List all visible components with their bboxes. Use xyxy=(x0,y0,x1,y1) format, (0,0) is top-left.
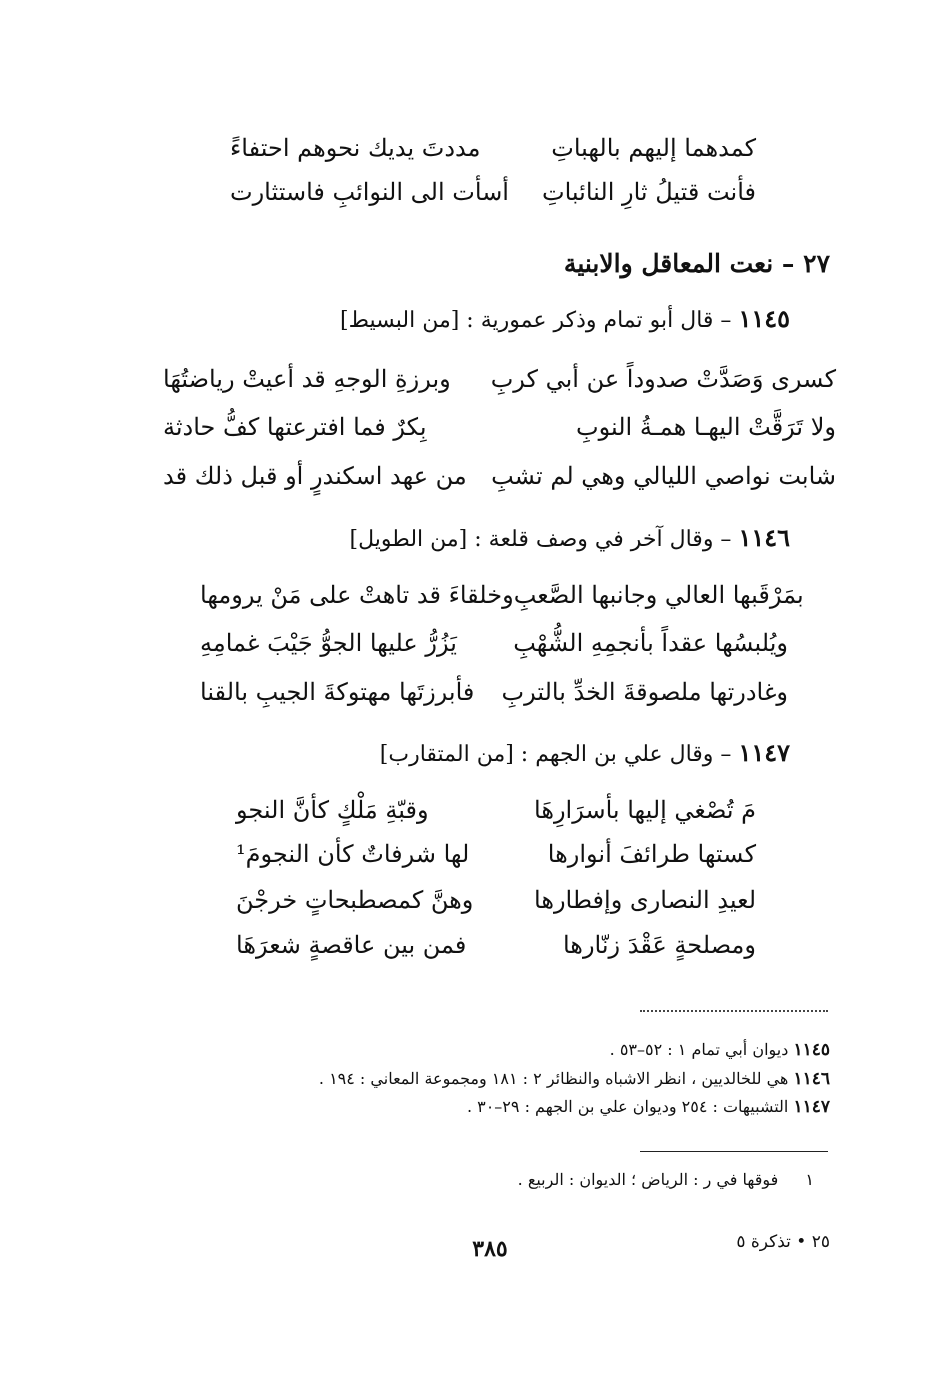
first-hemistich: وبرزةِ الوجهِ قد أعيتْ رياضتُهَا xyxy=(163,365,451,393)
entry-intro-text: – وقال آخر في وصف قلعة : [من الطويل] xyxy=(349,527,732,552)
footnote xyxy=(518,1170,814,1189)
first-hemistich: يَزُرُّ عليها الجوُّ جَيْبَ غمامِهِ xyxy=(200,629,457,657)
first-hemistich: لها شرفاتٌ كأن النجومَ¹ xyxy=(236,840,470,868)
footnote-text: فوقها في ر : الرياض ؛ الديوان : الربيع . xyxy=(517,1170,779,1189)
verse-line xyxy=(200,675,788,709)
first-hemistich: وخلقاءَ قد تاهتْ على مَنْ يرومها xyxy=(200,581,514,609)
verse-line xyxy=(236,837,756,871)
first-hemistich: وقبّةِ مَلْكٍ كأنَّ النجو xyxy=(236,796,429,824)
section-title: نعت المعاقل والابنية xyxy=(563,249,774,278)
entry-intro xyxy=(380,738,790,767)
second-hemistich: كسرى وَصَدَّتْ صدوداً عن أبي كربِ xyxy=(490,365,836,393)
verse-line xyxy=(200,578,804,612)
entry-intro-text: – وقال علي بن الجهم : [من المتقارب] xyxy=(379,742,732,767)
first-hemistich: وهنَّ كمصطبحاتٍ خرجْنَ xyxy=(236,886,474,914)
entry-intro-text: – قال أبو تمام وذكر عمورية : [من البسيط] xyxy=(340,308,732,333)
footnote-number: ١ xyxy=(805,1170,814,1189)
section-number: ٢٧ xyxy=(803,249,830,278)
section-dash: – xyxy=(781,249,795,278)
verse-line xyxy=(163,362,836,396)
source-note xyxy=(467,1097,830,1117)
entry-number: ١١٤٥ xyxy=(738,304,790,333)
second-hemistich: ويُلبسُها عقداً بأنجمِهِ الشُّهْبِ xyxy=(513,629,788,657)
dotted-divider xyxy=(640,1010,828,1012)
entry-number: ١١٤٦ xyxy=(738,523,790,552)
section-heading xyxy=(564,249,830,278)
verse-line xyxy=(200,626,788,660)
entry-number: ١١٤٧ xyxy=(738,738,790,767)
source-text: هي للخالديين ، انظر الاشباه والنظائر ٢ : ١٨١ ومجموعة المعاني : ١٩٤ . xyxy=(318,1069,789,1088)
verse-line xyxy=(236,793,756,827)
source-note xyxy=(319,1069,830,1089)
second-hemistich: وغادرتها ملصوقةَ الخدِّ بالتربِ xyxy=(501,678,788,706)
second-hemistich: مَ تُصْغي إليها بأسرَارِهَا xyxy=(534,796,756,824)
first-hemistich: أسأت الى النوائبِ فاستثارت xyxy=(230,178,509,206)
second-hemistich: ولا تَرَقَّتْ اليهـا همـةُ النوبِ xyxy=(575,413,836,441)
entry-intro xyxy=(340,304,790,333)
page-number: ٣٨٥ xyxy=(472,1236,508,1262)
footnote-divider xyxy=(640,1151,828,1152)
first-hemistich: من عهد اسكندرٍ أو قبل ذلك قد xyxy=(163,462,467,490)
second-hemistich: كستها طرائفَ أنوارها xyxy=(547,840,756,868)
first-hemistich: فمن بين عاقصةٍ شعرَهَا xyxy=(236,931,467,959)
verse-line xyxy=(236,928,756,962)
source-text: ديوان أبي تمام ١ : ٥٢–٥٣ . xyxy=(609,1040,789,1059)
source-number: ١١٤٦ xyxy=(793,1069,830,1089)
second-hemistich: ومصلحةٍ عَقْدَ زنّارها xyxy=(562,931,756,959)
source-number: ١١٤٥ xyxy=(793,1040,830,1060)
second-hemistich: كمدهما إليهم بالهباتِ xyxy=(551,134,756,162)
second-hemistich: بمَرْقَبها العالي وجانبها الصَّعبِ xyxy=(513,581,804,609)
first-hemistich: بِكرٌ فما افترعتها كفُّ حادثة xyxy=(163,413,427,441)
source-note xyxy=(610,1040,830,1060)
second-hemistich: لعيدِ النصارى وإفطارها xyxy=(534,886,756,914)
verse-line xyxy=(236,883,756,917)
source-text: التشبيهات : ٢٥٤ وديوان علي بن الجهم : ٢٩–٣٠ . xyxy=(466,1097,789,1116)
signature-mark: ٢٥ • تذكرة ٥ xyxy=(736,1232,830,1252)
verse-line xyxy=(230,175,756,209)
first-hemistich: فأبرزتَها مهتوكةَ الجيبِ بالقنا xyxy=(200,678,475,706)
verse-line xyxy=(163,459,836,493)
second-hemistich: شابت نواصي الليالي وهي لم تشبِ xyxy=(491,462,836,490)
entry-intro xyxy=(350,523,790,552)
verse-line xyxy=(163,410,836,444)
source-number: ١١٤٧ xyxy=(793,1097,830,1117)
first-hemistich: مددتَ يديك نحوهم احتفاءً xyxy=(230,134,481,162)
verse-line xyxy=(230,131,756,165)
second-hemistich: فأنت قتيلُ ثارِ النائباتِ xyxy=(542,178,756,206)
